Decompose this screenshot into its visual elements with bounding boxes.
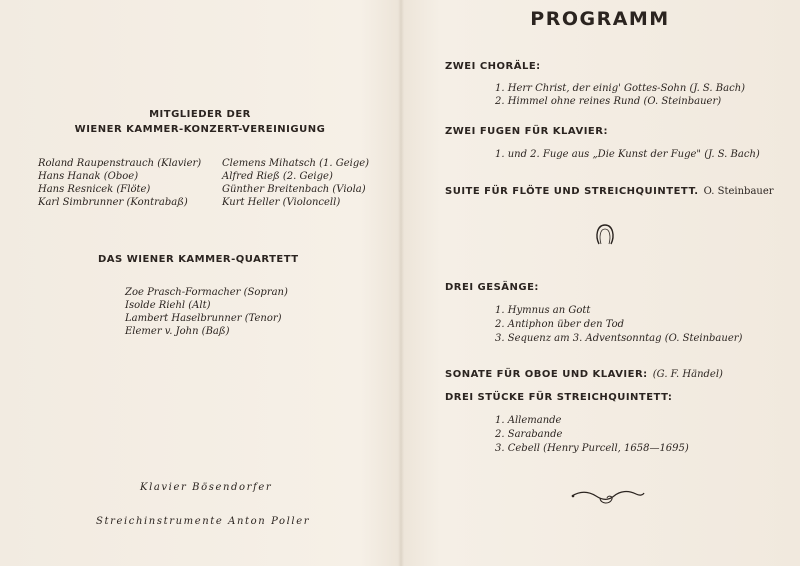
flourish-ornament-icon: [570, 488, 646, 508]
suite-line: [445, 179, 774, 198]
quartet-member: Zoe Prasch-Formacher (Sopran): [125, 287, 288, 298]
program-item: 3. Cebell (Henry Purcell, 1658—1695): [495, 443, 689, 454]
quartet-members: [125, 286, 288, 338]
members-column-2: [222, 157, 369, 209]
section-items: [495, 304, 742, 346]
member-name: Hans Hanak (Oboe): [38, 171, 139, 182]
program-item: 1. Allemande: [495, 415, 562, 426]
member-name: Alfred Rieß (2. Geige): [222, 171, 333, 182]
section-items: [495, 414, 689, 456]
members-heading-line1: MITGLIEDER DER: [149, 109, 251, 120]
section-heading: DREI GESÄNGE:: [445, 282, 539, 293]
section-heading: SONATE FÜR OBOE UND KLAVIER:: [445, 369, 648, 380]
quartet-heading: DAS WIENER KAMMER-QUARTETT: [98, 254, 299, 265]
section-heading: DREI STÜCKE FÜR STREICHQUINTETT:: [445, 392, 673, 403]
member-name: Karl Simbrunner (Kontrabaß): [38, 197, 188, 208]
program-item: 2. Sarabande: [495, 429, 563, 440]
program-item: 1. Hymnus an Gott: [495, 305, 591, 316]
piano-credit: Klavier Bösendorfer: [140, 482, 273, 493]
section-heading: ZWEI FUGEN FÜR KLAVIER:: [445, 126, 608, 137]
member-name: Hans Resnicek (Flöte): [38, 184, 151, 195]
member-name: Roland Raupenstrauch (Klavier): [38, 158, 202, 169]
member-name: Kurt Heller (Violoncell): [222, 197, 341, 208]
strings-credit: Streichinstrumente Anton Poller: [96, 516, 311, 527]
members-heading-line2: WIENER KAMMER-KONZERT-VEREINIGUNG: [74, 124, 326, 135]
program-item: 1. und 2. Fuge aus „Die Kunst der Fuge" (J. S. Bach): [495, 149, 760, 160]
program-title: PROGRAMM: [530, 8, 670, 30]
quartet-member: Isolde Riehl (Alt): [125, 300, 211, 311]
program-item: 3. Sequenz am 3. Adventsonntag (O. Steinbauer): [495, 333, 743, 344]
program-item: 1. Herr Christ, der einig' Gottes-Sohn (J. S. Bach): [495, 83, 746, 94]
composer-credit: O. Steinbauer: [703, 186, 774, 197]
section-heading: SUITE FÜR FLÖTE UND STREICHQUINTETT.: [445, 186, 699, 197]
members-column-1: [38, 157, 201, 209]
page-fold: [398, 0, 404, 566]
member-name: Günther Breitenbach (Viola): [222, 184, 366, 195]
section-items: [495, 82, 745, 108]
sonata-line: [445, 362, 723, 381]
program-item: 2. Antiphon über den Tod: [495, 319, 625, 330]
program-item: 2. Himmel ohne reines Rund (O. Steinbauer): [495, 96, 722, 107]
section-items: [495, 148, 760, 161]
quartet-member: Lambert Haselbrunner (Tenor): [125, 313, 282, 324]
section-heading: ZWEI CHORÄLE:: [445, 61, 541, 72]
composer-credit: (G. F. Händel): [652, 369, 723, 380]
intermission-ornament-icon: [594, 222, 616, 248]
quartet-member: Elemer v. John (Baß): [125, 326, 230, 337]
member-name: Clemens Mihatsch (1. Geige): [222, 158, 370, 169]
